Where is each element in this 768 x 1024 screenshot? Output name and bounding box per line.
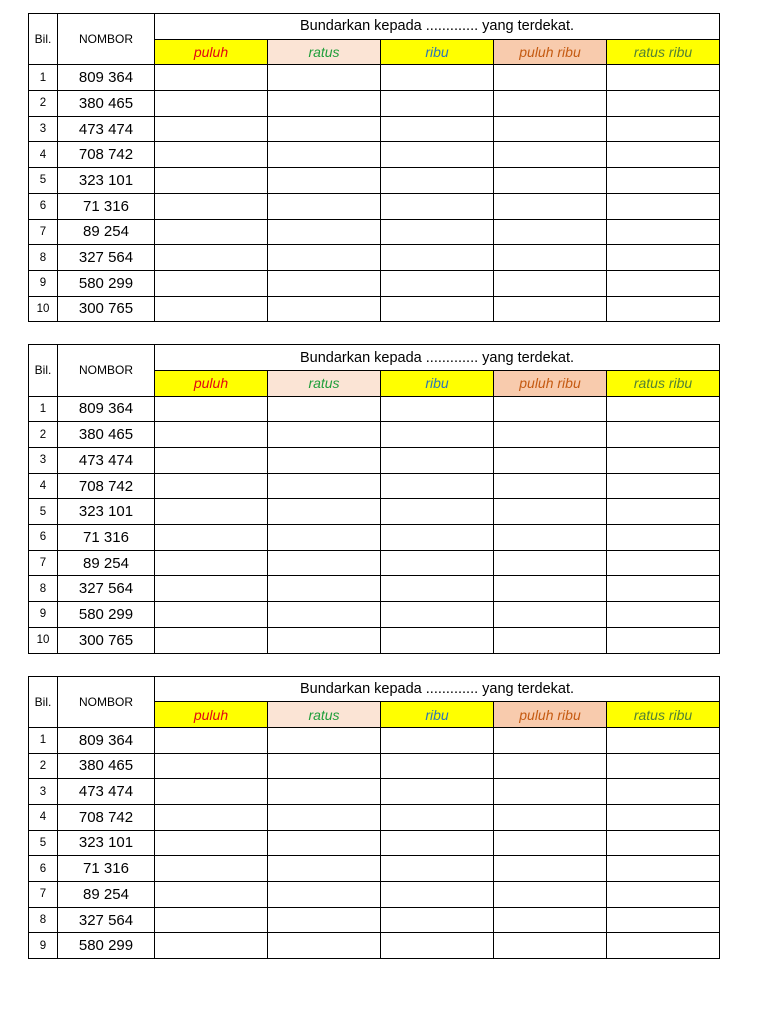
answer-cell-puluh[interactable]	[155, 142, 268, 168]
column-header-ratus: ratus	[268, 370, 381, 396]
answer-cell-ribu[interactable]	[381, 856, 494, 882]
answer-cell-ratus[interactable]	[268, 602, 381, 628]
answer-cell-ribu[interactable]	[381, 779, 494, 805]
answer-cell-ratus-ribu[interactable]	[607, 116, 720, 142]
answer-cell-ratus-ribu[interactable]	[607, 550, 720, 576]
number-value: 323 101	[58, 499, 155, 525]
number-value: 89 254	[58, 550, 155, 576]
number-value: 809 364	[58, 396, 155, 422]
answer-cell-puluh-ribu[interactable]	[494, 422, 607, 448]
number-value: 708 742	[58, 804, 155, 830]
answer-cell-puluh-ribu[interactable]	[494, 804, 607, 830]
table-row	[29, 296, 720, 322]
answer-cell-puluh-ribu[interactable]	[494, 91, 607, 117]
column-header-ratus: ratus	[268, 702, 381, 728]
answer-cell-ratus-ribu[interactable]	[607, 168, 720, 194]
answer-cell-ratus[interactable]	[268, 296, 381, 322]
answer-cell-puluh[interactable]	[155, 525, 268, 551]
answer-cell-puluh-ribu[interactable]	[494, 779, 607, 805]
answer-cell-ribu[interactable]	[381, 193, 494, 219]
answer-cell-ratus-ribu[interactable]	[607, 296, 720, 322]
nombor-header: NOMBOR	[58, 14, 155, 65]
answer-cell-ribu[interactable]	[381, 550, 494, 576]
number-value: 708 742	[58, 473, 155, 499]
table-row	[29, 525, 720, 551]
number-value: 580 299	[58, 270, 155, 296]
table-row	[29, 270, 720, 296]
answer-cell-ratus-ribu[interactable]	[607, 219, 720, 245]
answer-cell-puluh-ribu[interactable]	[494, 830, 607, 856]
row-number: 5	[29, 830, 58, 856]
answer-cell-ribu[interactable]	[381, 882, 494, 908]
table-row	[29, 396, 720, 422]
answer-cell-puluh-ribu[interactable]	[494, 933, 607, 959]
answer-cell-ratus[interactable]	[268, 753, 381, 779]
row-number: 8	[29, 907, 58, 933]
table-row	[29, 422, 720, 448]
answer-cell-ribu[interactable]	[381, 602, 494, 628]
answer-cell-puluh[interactable]	[155, 396, 268, 422]
worksheet	[28, 13, 719, 959]
answer-cell-ratus[interactable]	[268, 270, 381, 296]
answer-cell-puluh-ribu[interactable]	[494, 882, 607, 908]
number-value: 473 474	[58, 116, 155, 142]
answer-cell-ratus-ribu[interactable]	[607, 602, 720, 628]
table-row	[29, 804, 720, 830]
answer-cell-ratus-ribu[interactable]	[607, 473, 720, 499]
number-value: 473 474	[58, 448, 155, 474]
number-value: 300 765	[58, 627, 155, 653]
row-number: 2	[29, 422, 58, 448]
row-number: 1	[29, 65, 58, 91]
answer-cell-puluh[interactable]	[155, 882, 268, 908]
answer-cell-puluh-ribu[interactable]	[494, 627, 607, 653]
table-row	[29, 907, 720, 933]
answer-cell-ratus[interactable]	[268, 856, 381, 882]
answer-cell-ratus-ribu[interactable]	[607, 422, 720, 448]
answer-cell-puluh[interactable]	[155, 168, 268, 194]
answer-cell-ratus[interactable]	[268, 576, 381, 602]
number-value: 323 101	[58, 830, 155, 856]
answer-cell-puluh[interactable]	[155, 245, 268, 271]
table-row	[29, 576, 720, 602]
table-row	[29, 65, 720, 91]
answer-cell-puluh[interactable]	[155, 473, 268, 499]
column-header-ribu: ribu	[381, 702, 494, 728]
answer-cell-puluh-ribu[interactable]	[494, 473, 607, 499]
answer-cell-ratus[interactable]	[268, 804, 381, 830]
answer-cell-puluh-ribu[interactable]	[494, 550, 607, 576]
number-value: 380 465	[58, 753, 155, 779]
answer-cell-puluh-ribu[interactable]	[494, 116, 607, 142]
answer-cell-ratus-ribu[interactable]	[607, 525, 720, 551]
answer-cell-ratus-ribu[interactable]	[607, 65, 720, 91]
answer-cell-ratus[interactable]	[268, 473, 381, 499]
answer-cell-ribu[interactable]	[381, 907, 494, 933]
answer-cell-puluh-ribu[interactable]	[494, 448, 607, 474]
answer-cell-ratus[interactable]	[268, 448, 381, 474]
answer-cell-ribu[interactable]	[381, 448, 494, 474]
answer-cell-ratus-ribu[interactable]	[607, 245, 720, 271]
row-number: 2	[29, 91, 58, 117]
row-number: 8	[29, 576, 58, 602]
answer-cell-puluh[interactable]	[155, 727, 268, 753]
column-header-ratus-ribu: ratus ribu	[607, 39, 720, 65]
bil-header: Bil.	[29, 14, 58, 65]
row-number: 6	[29, 193, 58, 219]
row-number: 5	[29, 168, 58, 194]
answer-cell-puluh-ribu[interactable]	[494, 296, 607, 322]
row-number: 8	[29, 245, 58, 271]
row-number: 10	[29, 296, 58, 322]
answer-cell-puluh[interactable]	[155, 576, 268, 602]
row-number: 5	[29, 499, 58, 525]
row-number: 4	[29, 473, 58, 499]
answer-cell-puluh[interactable]	[155, 907, 268, 933]
answer-cell-puluh[interactable]	[155, 753, 268, 779]
answer-cell-ribu[interactable]	[381, 116, 494, 142]
number-value: 300 765	[58, 296, 155, 322]
row-number: 9	[29, 933, 58, 959]
answer-cell-ratus[interactable]	[268, 422, 381, 448]
row-number: 1	[29, 396, 58, 422]
number-value: 580 299	[58, 933, 155, 959]
rounding-table	[28, 13, 720, 322]
answer-cell-ribu[interactable]	[381, 245, 494, 271]
answer-cell-puluh-ribu[interactable]	[494, 525, 607, 551]
table-row	[29, 448, 720, 474]
column-header-ribu: ribu	[381, 370, 494, 396]
table-row	[29, 830, 720, 856]
instruction-title: Bundarkan kepada ............. yang terdekat.	[155, 14, 720, 40]
answer-cell-ribu[interactable]	[381, 576, 494, 602]
number-value: 473 474	[58, 779, 155, 805]
answer-cell-ratus-ribu[interactable]	[607, 856, 720, 882]
rounding-table	[28, 344, 720, 653]
answer-cell-ratus-ribu[interactable]	[607, 779, 720, 805]
answer-cell-puluh[interactable]	[155, 499, 268, 525]
table-row	[29, 627, 720, 653]
row-number: 4	[29, 804, 58, 830]
answer-cell-puluh-ribu[interactable]	[494, 499, 607, 525]
answer-cell-ratus[interactable]	[268, 116, 381, 142]
number-value: 89 254	[58, 882, 155, 908]
row-number: 6	[29, 525, 58, 551]
answer-cell-ratus[interactable]	[268, 882, 381, 908]
answer-cell-puluh-ribu[interactable]	[494, 168, 607, 194]
answer-cell-ratus-ribu[interactable]	[607, 933, 720, 959]
answer-cell-puluh-ribu[interactable]	[494, 907, 607, 933]
number-value: 580 299	[58, 602, 155, 628]
answer-cell-ratus-ribu[interactable]	[607, 142, 720, 168]
column-header-puluh-ribu: puluh ribu	[494, 702, 607, 728]
answer-cell-puluh[interactable]	[155, 933, 268, 959]
answer-cell-ribu[interactable]	[381, 219, 494, 245]
column-header-ratus: ratus	[268, 39, 381, 65]
row-number: 4	[29, 142, 58, 168]
answer-cell-puluh[interactable]	[155, 856, 268, 882]
column-header-puluh: puluh	[155, 370, 268, 396]
answer-cell-puluh[interactable]	[155, 116, 268, 142]
table-row	[29, 499, 720, 525]
answer-cell-ribu[interactable]	[381, 804, 494, 830]
column-header-puluh: puluh	[155, 702, 268, 728]
column-header-puluh-ribu: puluh ribu	[494, 39, 607, 65]
answer-cell-ribu[interactable]	[381, 627, 494, 653]
answer-cell-ribu[interactable]	[381, 296, 494, 322]
number-value: 71 316	[58, 525, 155, 551]
table-row	[29, 473, 720, 499]
answer-cell-puluh-ribu[interactable]	[494, 602, 607, 628]
row-number: 7	[29, 550, 58, 576]
answer-cell-puluh-ribu[interactable]	[494, 576, 607, 602]
table-row	[29, 168, 720, 194]
answer-cell-ribu[interactable]	[381, 270, 494, 296]
answer-cell-puluh[interactable]	[155, 804, 268, 830]
row-number: 10	[29, 627, 58, 653]
column-header-puluh-ribu: puluh ribu	[494, 370, 607, 396]
answer-cell-puluh[interactable]	[155, 219, 268, 245]
number-value: 327 564	[58, 245, 155, 271]
answer-cell-ratus-ribu[interactable]	[607, 91, 720, 117]
answer-cell-ratus-ribu[interactable]	[607, 448, 720, 474]
answer-cell-puluh[interactable]	[155, 602, 268, 628]
answer-cell-puluh[interactable]	[155, 779, 268, 805]
answer-cell-ribu[interactable]	[381, 168, 494, 194]
answer-cell-ribu[interactable]	[381, 830, 494, 856]
answer-cell-ribu[interactable]	[381, 473, 494, 499]
instruction-title: Bundarkan kepada ............. yang terdekat.	[155, 345, 720, 371]
answer-cell-ratus-ribu[interactable]	[607, 907, 720, 933]
answer-cell-ratus-ribu[interactable]	[607, 727, 720, 753]
answer-cell-ratus[interactable]	[268, 727, 381, 753]
answer-cell-ratus[interactable]	[268, 525, 381, 551]
answer-cell-ribu[interactable]	[381, 525, 494, 551]
answer-cell-ribu[interactable]	[381, 65, 494, 91]
number-value: 809 364	[58, 65, 155, 91]
answer-cell-puluh[interactable]	[155, 193, 268, 219]
number-value: 71 316	[58, 856, 155, 882]
answer-cell-ratus[interactable]	[268, 627, 381, 653]
row-number: 1	[29, 727, 58, 753]
table-row	[29, 779, 720, 805]
number-value: 380 465	[58, 422, 155, 448]
answer-cell-ribu[interactable]	[381, 727, 494, 753]
answer-cell-ribu[interactable]	[381, 396, 494, 422]
table-row	[29, 116, 720, 142]
table-row	[29, 193, 720, 219]
answer-cell-puluh-ribu[interactable]	[494, 219, 607, 245]
row-number: 7	[29, 882, 58, 908]
nombor-header: NOMBOR	[58, 676, 155, 727]
answer-cell-puluh[interactable]	[155, 65, 268, 91]
answer-cell-puluh-ribu[interactable]	[494, 753, 607, 779]
number-value: 327 564	[58, 576, 155, 602]
answer-cell-ratus-ribu[interactable]	[607, 193, 720, 219]
number-value: 708 742	[58, 142, 155, 168]
answer-cell-ratus-ribu[interactable]	[607, 396, 720, 422]
number-value: 327 564	[58, 907, 155, 933]
instruction-title: Bundarkan kepada ............. yang terdekat.	[155, 676, 720, 702]
table-row	[29, 602, 720, 628]
number-value: 71 316	[58, 193, 155, 219]
answer-cell-puluh-ribu[interactable]	[494, 193, 607, 219]
row-number: 3	[29, 448, 58, 474]
number-value: 89 254	[58, 219, 155, 245]
answer-cell-puluh-ribu[interactable]	[494, 727, 607, 753]
answer-cell-puluh[interactable]	[155, 422, 268, 448]
answer-cell-ratus[interactable]	[268, 65, 381, 91]
table-row	[29, 219, 720, 245]
answer-cell-ratus-ribu[interactable]	[607, 576, 720, 602]
row-number: 3	[29, 116, 58, 142]
row-number: 6	[29, 856, 58, 882]
answer-cell-ratus[interactable]	[268, 142, 381, 168]
row-number: 9	[29, 270, 58, 296]
column-header-puluh: puluh	[155, 39, 268, 65]
header-row	[29, 676, 720, 702]
answer-cell-ratus-ribu[interactable]	[607, 753, 720, 779]
answer-cell-puluh-ribu[interactable]	[494, 270, 607, 296]
table-row	[29, 550, 720, 576]
answer-cell-ratus[interactable]	[268, 91, 381, 117]
answer-cell-ratus[interactable]	[268, 245, 381, 271]
row-number: 2	[29, 753, 58, 779]
table-row	[29, 856, 720, 882]
answer-cell-ratus[interactable]	[268, 550, 381, 576]
table-row	[29, 882, 720, 908]
answer-cell-ratus[interactable]	[268, 907, 381, 933]
nombor-header: NOMBOR	[58, 345, 155, 396]
answer-cell-ratus[interactable]	[268, 219, 381, 245]
table-row	[29, 933, 720, 959]
answer-cell-ratus[interactable]	[268, 499, 381, 525]
table-row	[29, 753, 720, 779]
answer-cell-puluh-ribu[interactable]	[494, 65, 607, 91]
answer-cell-ratus[interactable]	[268, 193, 381, 219]
rounding-table	[28, 676, 720, 960]
answer-cell-ratus-ribu[interactable]	[607, 627, 720, 653]
header-row	[29, 345, 720, 371]
number-value: 809 364	[58, 727, 155, 753]
answer-cell-puluh[interactable]	[155, 296, 268, 322]
answer-cell-ribu[interactable]	[381, 142, 494, 168]
table-row	[29, 245, 720, 271]
answer-cell-ratus-ribu[interactable]	[607, 499, 720, 525]
answer-cell-puluh[interactable]	[155, 550, 268, 576]
answer-cell-ratus[interactable]	[268, 830, 381, 856]
row-number: 7	[29, 219, 58, 245]
column-header-ratus-ribu: ratus ribu	[607, 702, 720, 728]
answer-cell-puluh[interactable]	[155, 830, 268, 856]
answer-cell-puluh[interactable]	[155, 448, 268, 474]
number-value: 380 465	[58, 91, 155, 117]
number-value: 323 101	[58, 168, 155, 194]
table-row	[29, 142, 720, 168]
answer-cell-ribu[interactable]	[381, 933, 494, 959]
row-number: 3	[29, 779, 58, 805]
answer-cell-ratus[interactable]	[268, 396, 381, 422]
answer-cell-ribu[interactable]	[381, 91, 494, 117]
answer-cell-puluh-ribu[interactable]	[494, 142, 607, 168]
column-header-ratus-ribu: ratus ribu	[607, 370, 720, 396]
answer-cell-ribu[interactable]	[381, 499, 494, 525]
answer-cell-ratus-ribu[interactable]	[607, 882, 720, 908]
answer-cell-ratus-ribu[interactable]	[607, 830, 720, 856]
answer-cell-puluh-ribu[interactable]	[494, 245, 607, 271]
table-row	[29, 91, 720, 117]
answer-cell-puluh[interactable]	[155, 627, 268, 653]
answer-cell-ratus[interactable]	[268, 779, 381, 805]
answer-cell-ribu[interactable]	[381, 422, 494, 448]
answer-cell-ratus[interactable]	[268, 168, 381, 194]
bil-header: Bil.	[29, 676, 58, 727]
bil-header: Bil.	[29, 345, 58, 396]
row-number: 9	[29, 602, 58, 628]
answer-cell-puluh-ribu[interactable]	[494, 856, 607, 882]
answer-cell-puluh-ribu[interactable]	[494, 396, 607, 422]
answer-cell-ratus-ribu[interactable]	[607, 804, 720, 830]
table-row	[29, 727, 720, 753]
header-row	[29, 14, 720, 40]
column-header-ribu: ribu	[381, 39, 494, 65]
answer-cell-puluh[interactable]	[155, 270, 268, 296]
answer-cell-ratus[interactable]	[268, 933, 381, 959]
answer-cell-puluh[interactable]	[155, 91, 268, 117]
answer-cell-ratus-ribu[interactable]	[607, 270, 720, 296]
answer-cell-ribu[interactable]	[381, 753, 494, 779]
